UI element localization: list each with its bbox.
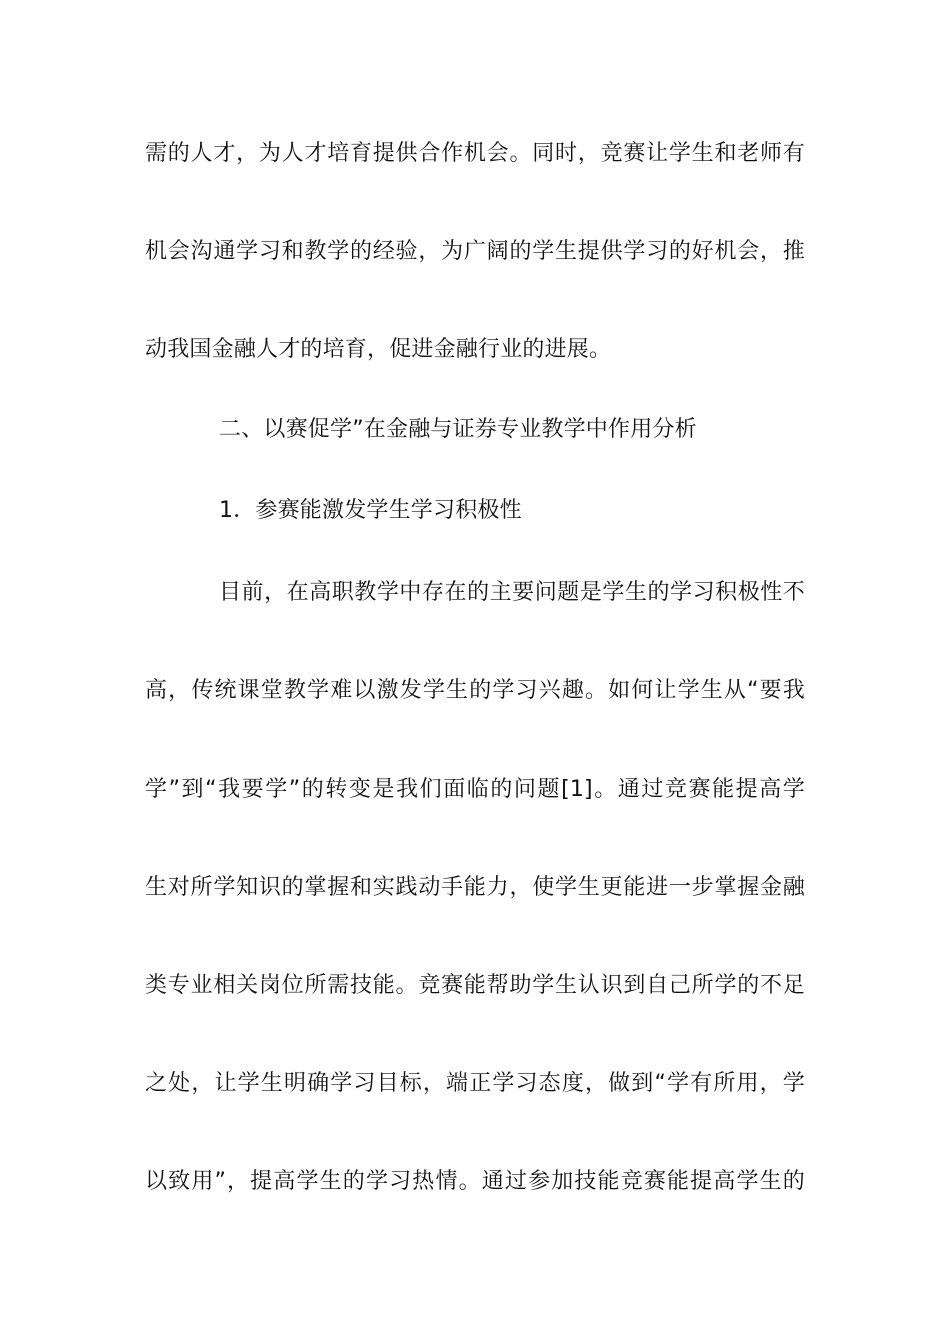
paragraph-line-1: 需的人才，为人才培育提供合作机会。同时，竞赛让学生和老师有 xyxy=(145,141,805,166)
paragraph-line-2: 机会沟通学习和教学的经验，为广阔的学生提供学习的好机会，推 xyxy=(145,239,805,264)
section-heading: 二、以赛促学”在金融与证券专业教学中作用分析 xyxy=(219,417,697,442)
subsection-heading: 1．参赛能激发学生学习积极性 xyxy=(219,498,522,523)
paragraph-line-8: 学”到“我要学”的转变是我们面临的问题[1]。通过竞赛能提高学 xyxy=(145,777,805,802)
paragraph-line-10: 类专业相关岗位所需技能。竞赛能帮助学生认识到自己所学的不足 xyxy=(145,973,805,998)
paragraph-line-6: 目前，在高职教学中存在的主要问题是学生的学习积极性不 xyxy=(219,580,805,605)
paragraph-line-9: 生对所学知识的掌握和实践动手能力，使学生更能进一步掌握金融 xyxy=(145,875,805,900)
paragraph-line-11: 之处，让学生明确学习目标，端正学习态度，做到“学有所用，学 xyxy=(145,1071,805,1096)
paragraph-line-3: 动我国金融人才的培育，促进金融行业的进展。 xyxy=(145,337,612,362)
paragraph-line-12: 以致用”，提高学生的学习热情。通过参加技能竞赛能提高学生的 xyxy=(145,1169,805,1194)
paragraph-line-7: 高，传统课堂教学难以激发学生的学习兴趣。如何让学生从“要我 xyxy=(145,678,805,703)
